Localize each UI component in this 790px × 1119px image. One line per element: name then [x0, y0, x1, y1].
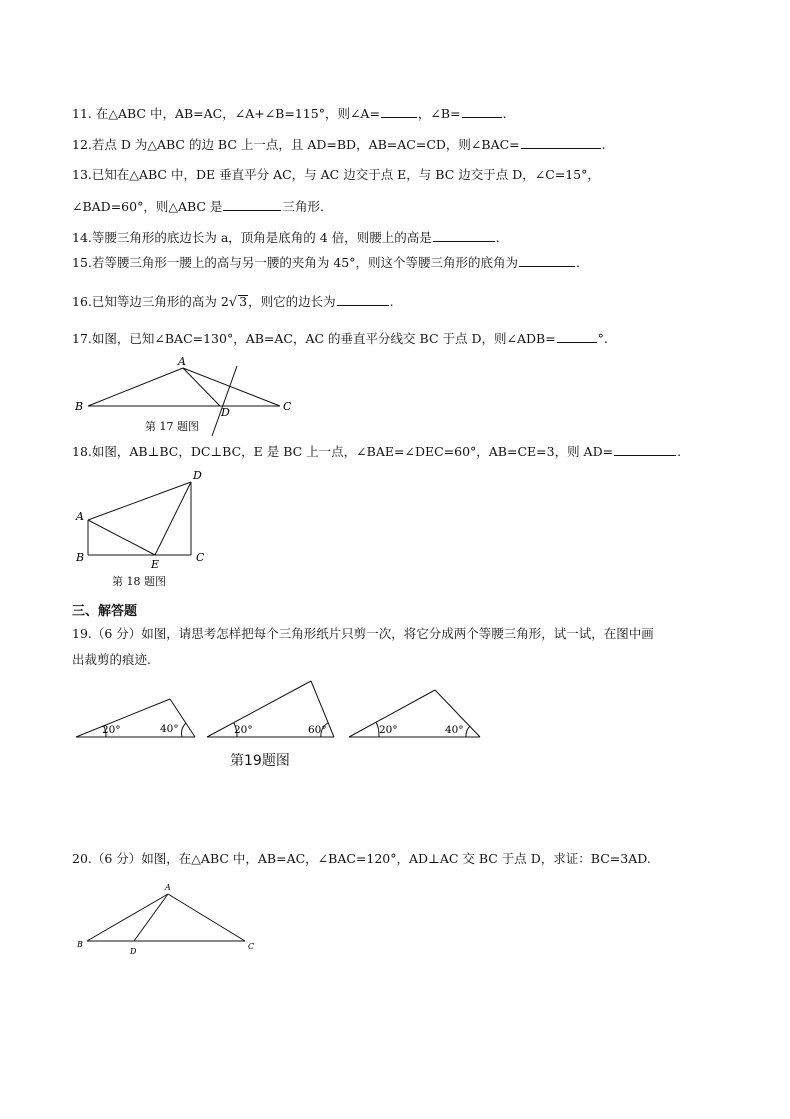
- label-b: B: [77, 940, 83, 949]
- problem-17: 17.如图，已知∠BAC=130°，AB=AC，AC 的垂直平分线交 BC 于点 D，则∠ADB= °.: [72, 331, 608, 346]
- problem-12: 12.若点 D 为△ABC 的边 BC 上一点，且 AD=BD，AB=AC=CD，则∠BAC= .: [72, 137, 606, 152]
- label-d: D: [130, 947, 137, 956]
- label-b: B: [76, 551, 85, 564]
- label-a: A: [76, 510, 84, 523]
- segment-ab: [87, 894, 168, 941]
- problem-14: 14.等腰三角形的底边长为 a，顶角是底角的 4 倍，则腰上的高是 .: [72, 230, 500, 245]
- answer-blank[interactable]: [337, 293, 389, 306]
- section-heading: 三、解答题: [72, 604, 138, 619]
- label-a: A: [178, 355, 186, 368]
- angle-label: 20°: [379, 724, 398, 736]
- segment-ac: [183, 368, 280, 406]
- label-c: C: [248, 942, 255, 951]
- answer-blank[interactable]: [223, 198, 281, 211]
- angle-arc: [466, 726, 470, 737]
- sqrt-symbol: √: [228, 295, 238, 310]
- label-d: D: [193, 469, 202, 482]
- label-c: C: [283, 400, 292, 413]
- problem-18: 18.如图，AB⊥BC，DC⊥BC，E 是 BC 上一点，∠BAE=∠DEC=60°，AB=CE=3，则 AD= .: [72, 444, 682, 459]
- problem-15: 15.若等腰三角形一腰上的高与另一腰的夹角为 45°，则这个等腰三角形的底角为 .: [72, 255, 580, 270]
- figure-20: [70, 878, 270, 958]
- answer-blank[interactable]: [521, 136, 601, 149]
- angle-label: 20°: [102, 724, 121, 736]
- answer-blank[interactable]: [519, 254, 575, 267]
- figure-17-caption: 第 17 题图: [145, 420, 199, 433]
- problem-20: 20.（6 分）如图，在△ABC 中，AB=AC，∠BAC=120°，AD⊥AC 交 BC 于点 D，求证：BC=3AD.: [72, 851, 651, 866]
- answer-blank[interactable]: [433, 229, 495, 242]
- angle-arc: [181, 723, 186, 737]
- label-b: B: [75, 400, 84, 413]
- figure-18: [70, 466, 220, 576]
- answer-blank[interactable]: [614, 443, 676, 456]
- segment-ab: [88, 368, 183, 406]
- label-c: C: [196, 551, 205, 564]
- segment-ac: [168, 894, 245, 941]
- figure-19: [74, 676, 486, 746]
- figure-19-caption: 第19题图: [230, 753, 290, 769]
- problem-13-line2: ∠BAD=60°，则△ABC 是 三角形.: [72, 199, 324, 214]
- segment-ae: [88, 520, 155, 555]
- angle-label: 40°: [160, 723, 179, 735]
- answer-blank[interactable]: [462, 105, 502, 118]
- figure-18-caption: 第 18 题图: [112, 575, 166, 588]
- problem-19-line2: 出裁剪的痕迹.: [72, 652, 151, 667]
- problem-19-line1: 19.（6 分）如图，请思考怎样把每个三角形纸片只剪一次，将它分成两个等腰三角形，试一试，在图中画: [72, 626, 654, 641]
- label-d: D: [221, 406, 230, 419]
- segment-ad: [134, 894, 168, 941]
- angle-label: 40°: [445, 724, 464, 736]
- segment-ad: [183, 368, 220, 406]
- answer-blank[interactable]: [381, 105, 417, 118]
- problem-13-line1: 13.已知在△ABC 中，DE 垂直平分 AC，与 AC 边交于点 E，与 BC 边交于点 D，∠C=15°，: [72, 167, 600, 182]
- answer-blank[interactable]: [557, 330, 597, 343]
- angle-label: 20°: [234, 724, 253, 736]
- problem-11: 11. 在△ABC 中，AB=AC，∠A+∠B=115°，则∠A= ，∠B= .: [72, 106, 507, 121]
- angle-label: 60°: [308, 724, 327, 736]
- label-a: A: [165, 883, 171, 892]
- problem-16: 16.已知等边三角形的高为 2√ 3，则它的边长为 .: [72, 294, 394, 310]
- label-e: E: [151, 558, 160, 571]
